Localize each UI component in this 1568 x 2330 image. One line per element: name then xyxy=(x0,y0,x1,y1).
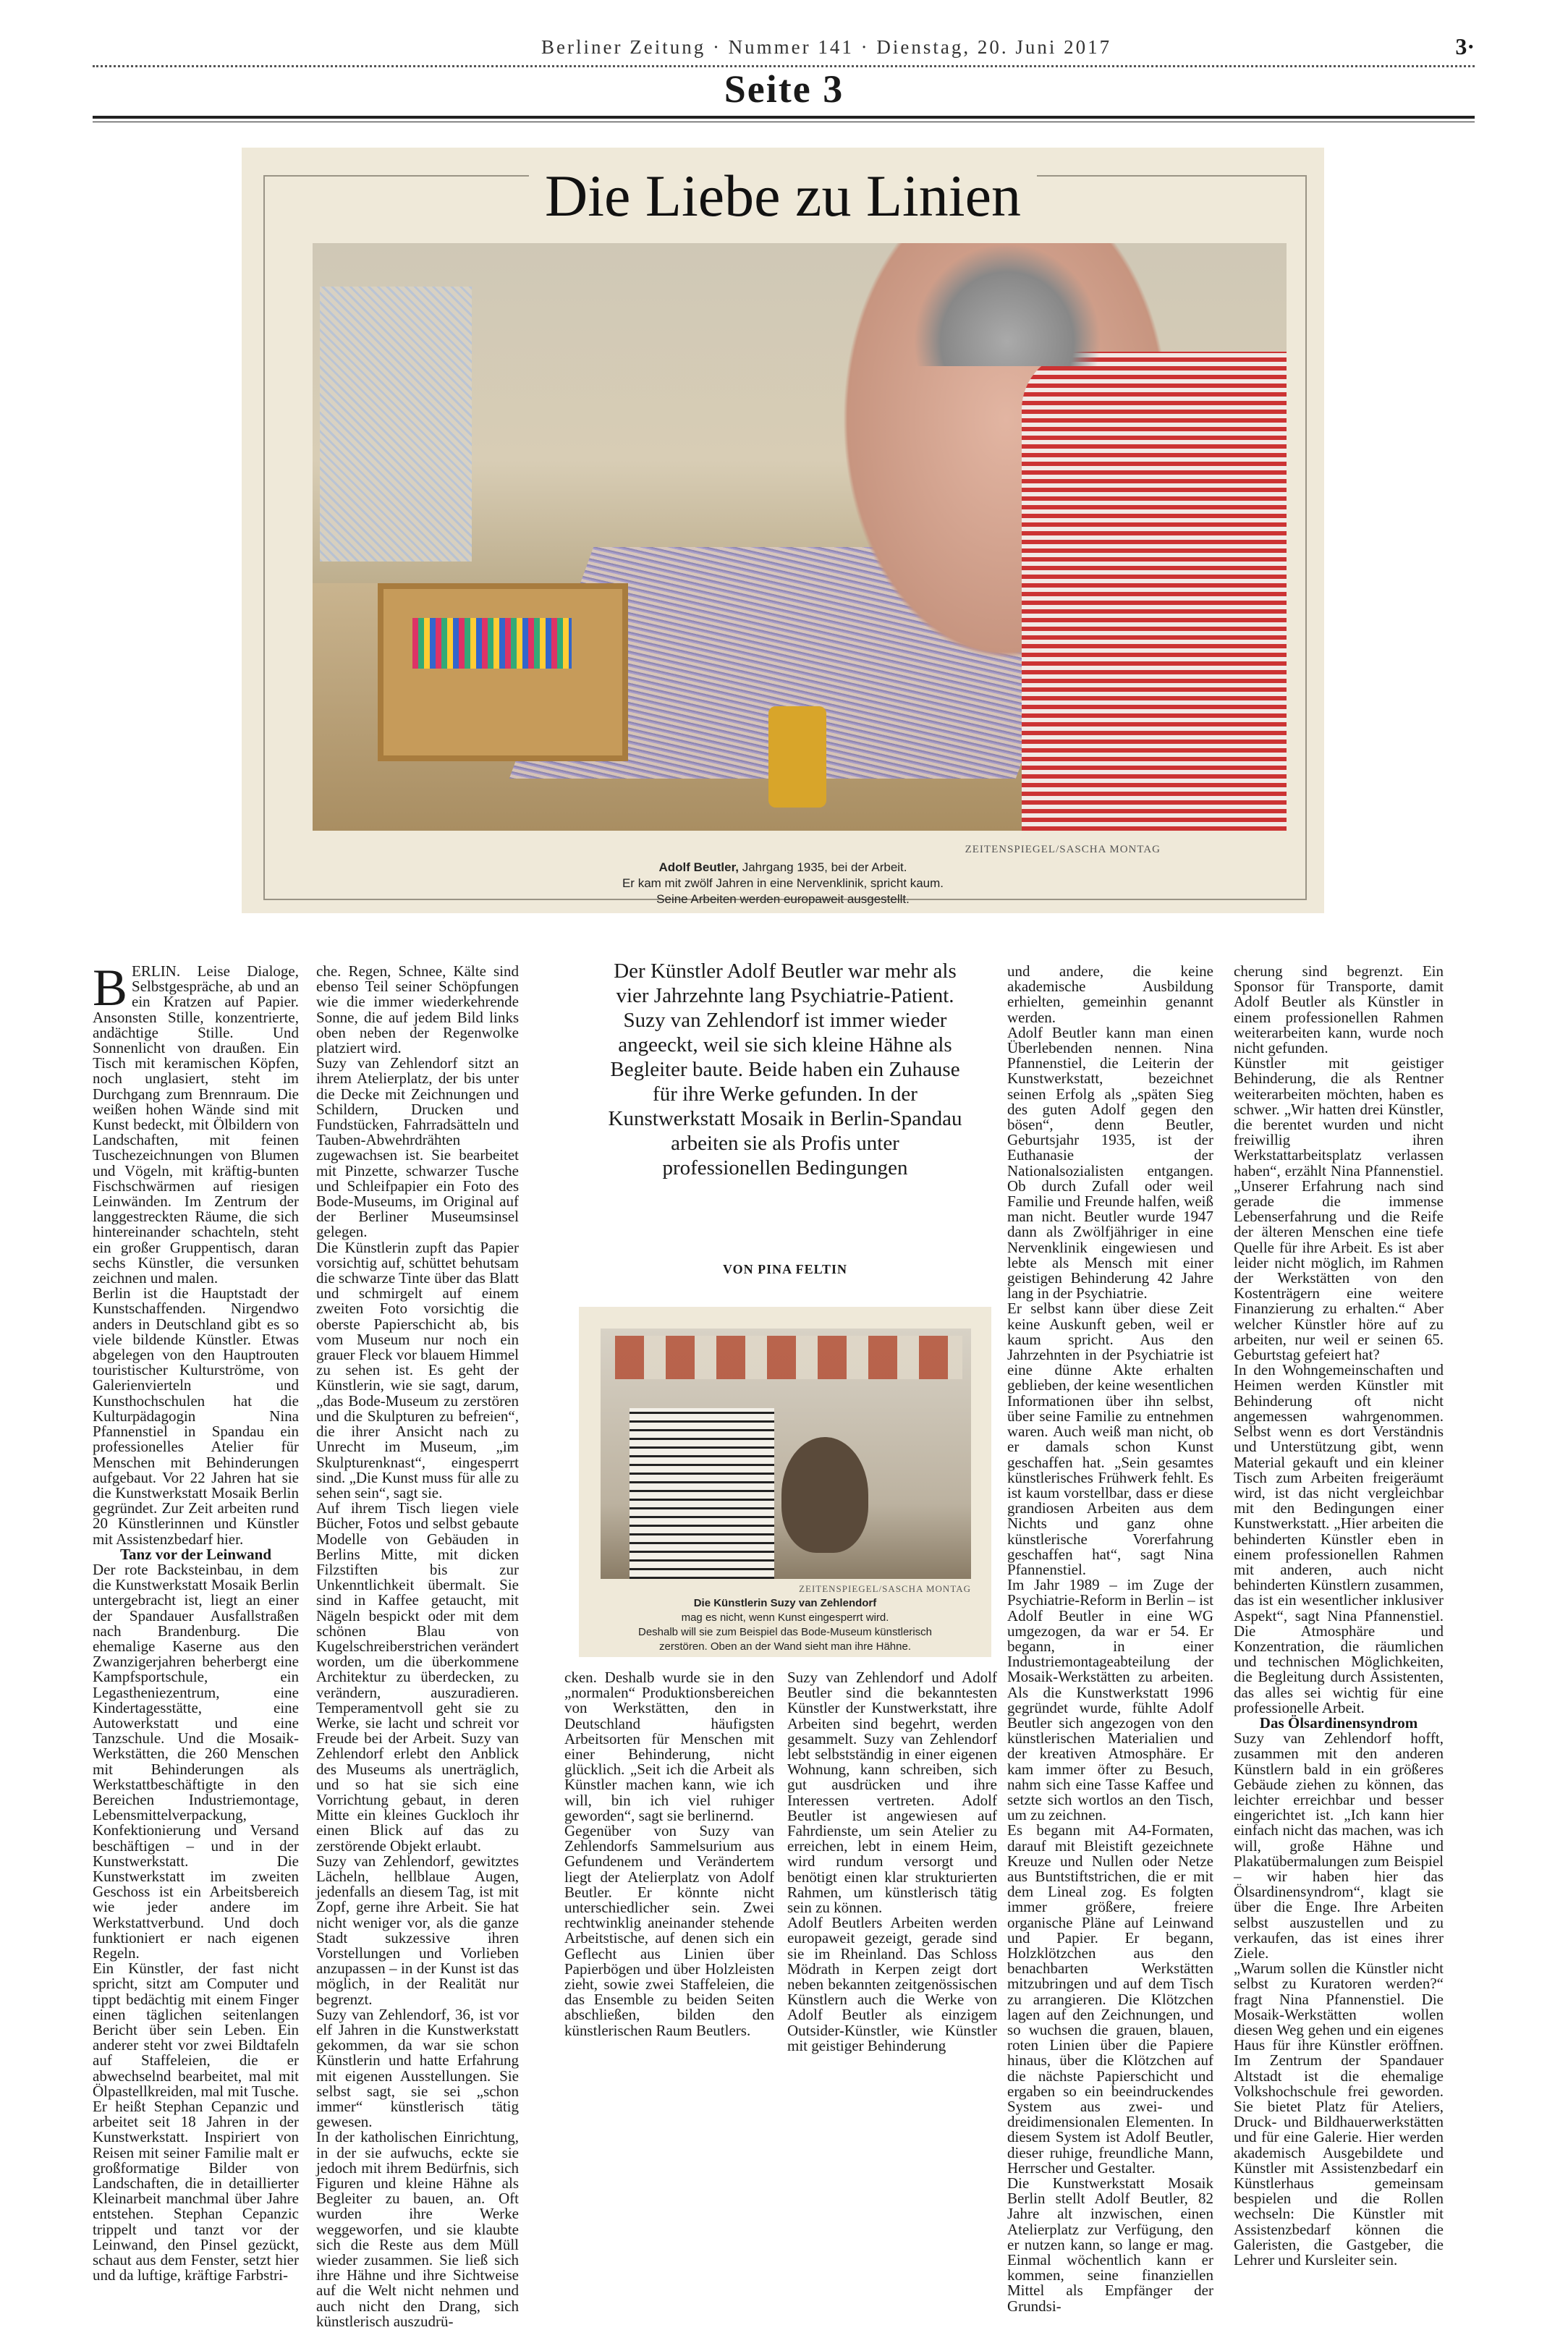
body-text: Suzy van Zehlendorf hofft, zusammen mit den anderen Künstlern bald in ein größeres Gebäude ziehen zu können, das leichter erreichbar und besser eingerichtet ist. „Ich kann hier einfach nicht das machen, was ich will, große Hähne und Plakatübermalungen zum Beispiel – wir haben hier das Ölsardinensyndrom“, klagt sie über die Enge. Ihre Arbeiten selbst auszustellen und zu verkaufen, das ist eines ihrer Ziele. „Warum sollen die Künstler nicht selbst zu Kuratoren werden?“ fragt Nina Pfannenstiel. Die Mosaik-Werkstätten wollen diesen Weg gehen und ein eigenes Haus für ihre Künstler eröffnen. Im Zentrum der Spandauer Altstadt ist die ehemalige Volkshochschule frei geworden. Sie bietet Platz für Ateliers, Druck- und Bildhauerwerkstätten und für eine Galerie. Hier werden akademisch Ausgebildete und Künstler mit Assistenzbedarf ein Künstlerhaus gemeinsam bespielen und die Rollen wechseln: Die Künstler mit Assistenzbedarf können die Galeristen, die Gastgeber, die Lehrer und Kursleiter sein. xyxy=(1234,1729,1444,2269)
section-title: Seite 3 xyxy=(724,67,844,111)
photo-shirt xyxy=(1022,352,1287,831)
caption-line: Deshalb will sie zum Beispiel das Bode-Museum künstlerisch xyxy=(637,1626,932,1638)
page-number: 3· xyxy=(1455,33,1475,59)
photo-rooster-pictures xyxy=(615,1336,962,1379)
caption-name: Die Künstlerin Suzy van Zehlendorf xyxy=(693,1597,877,1609)
column-5: und andere, die keine akademische Ausbildung erhielten, gemeinhin genannt werden. Adolf Beutler kann man einen Überlebenden nennen. Nina Pfannenstiel, die Leiterin der Kunstwerkstatt, bezeichnet seinen Erfolg als „späten Sieg des guten Adolf gegen den bösen“, denn Beutler, Geburtsjahr 1935, ist der Euthanasie der Nationalsozialisten entgangen. Ob durch Zufall oder weil Familie und Freunde halfen, weiß man nicht. Beutler wurde 1947 dann als Zwölfjähriger in eine Nervenklinik eingewiesen und lebte als Mensch mit einer geistigen Behinderung 42 Jahre lang in der Psychiatrie. Er selbst kann über diese Zeit keine Auskunft geben, weil er kaum spricht. Aus den Jahrzehnten in der Psychiatrie ist eine dünne Akte erhalten geblieben, der keine wesentlichen Informationen über ihn selbst, über seine Familie zu entnehmen waren. Auch weiß man nicht, ob er damals schon Kunst geschaffen hat. „Sein gesamtes künstlerisches Frühwerk fehlt. Es ist kaum vorstellbar, dass er diese grandiosen Arbeiten aus dem Nichts und ganz ohne künstlerische Vorerfahrung geschaffen hat“, sagt Nina Pfannenstiel. Im Jahr 1989 – im Zuge der Psychiatrie-Reform in Berlin – ist Adolf Beutler in eine WG umgezogen, da war er 54. Er begann, in einer Industriemontageabteilung der Mosaik-Werkstätten zu arbeiten. Als die Kunstwerkstatt 1996 gegründet wurde, fühlte Adolf Beutler sich angezogen von den künstlerischen Materialien und der kreativen Atmosphäre. Er kam immer öfter zu Besuch, nahm sich eine Tasse Kaffee und setzte sich wortlos an den Tisch, um zu zeichnen. Es begann mit A4-Formaten, darauf mit Bleistift gezeichnete Kreuze und Nullen oder Netze aus Buntstiftstrichen, die er mit dem Lineal zog. Es folgten immer größere, freiere organische Pläne auf Leinwand und Papier. Er begann, Holzklötzchen aus den benachbarten Werkstätten mitzubringen und auf dem Tisch zu arrangieren. Die Klötzchen lagen auf den Zeichnungen, und so wuchsen die grauen, blauen, roten Linien über die Papiere hinaus, über die Klötzchen auf die nächste Papierschicht und ergaben so ein beeindruckendes System aus zwei- und dreidimensionalen Elementen. In diesem System ist Adolf Beutler, dieser ruhige, freundliche Mann, Herrscher und Gestalter. Die Kunstwerkstatt Mosaik Berlin stellt Adolf Beutler, 82 Jahre alt inzwischen, einen Atelierplatz zur Verfügung, den er nutzen kann, so lange er mag. Einmal wöchentlich kann er kommen, seine finanziellen Mittel als Empfänger der Grundsi- xyxy=(1007,962,1213,2315)
column-3: cken. Deshalb wurde sie in den „normalen“ Produktionsbereichen von Werkstätten, den in Deutschland häufigsten Arbeitsorten für Menschen mit einer Behinderung, nicht glücklich. „Seit ich die Arbeit als Künstler machen kann, wie ich will, bin ich viel ruhiger geworden“, sagt sie berlinernd. Gegenüber von Suzy van Zehlendorfs Sammelsurium aus Gefundenem und Verändertem liegt der Atelierplatz von Adolf Beutler. Er könnte nicht unterschiedlicher sein. Zwei rechtwinklig aneinander stehende Arbeitstische, auf denen sich ein Geflecht aus Linien über Papierbögen und über Holzleisten zieht, sowie zwei Staffeleien, die das Ensemble zu beiden Seiten abschließen, bilden den künstlerischen Raum Beutlers. xyxy=(564,1669,774,2039)
photo-pencil-box xyxy=(378,583,628,761)
caption-line: Seine Arbeiten werden europaweit ausgestellt. xyxy=(656,892,910,906)
photo-caption xyxy=(242,860,1324,907)
headline xyxy=(242,162,1324,230)
photo-museum-drawing xyxy=(630,1408,774,1579)
photo-jar xyxy=(768,706,826,808)
column-2: che. Regen, Schnee, Kälte sind ebenso Teil seiner Schöpfungen wie die immer wiederkehrende Sonne, die auf jedem Bild links oben neben der Regenwolke platziert wird. Suzy van Zehlendorf sitzt an ihrem Atelierplatz, der bis unter die Decke mit Zeichnungen und Schildern, Drucken und Fundstücken, Fahrradsätteln und Tauben-Abwehrdrähten zugewachsen ist. Sie bearbeitet mit Pinzette, schwarzer Tusche und Schleifpapier ein Foto des Bode-Museums, im Original auf der Berliner Museumsinsel gelegen. Die Künstlerin zupft das Papier vorsichtig auf, schüttet behutsam die schwarze Tinte über das Blatt und schmirgelt auf einem zweiten Foto vorsichtig die oberste Papierschicht ab, bis vom Museum nur noch ein grauer Fleck vor blauem Himmel zu sehen ist. Es geht der Künstlerin, wie sie sagt, darum, „das Bode-Museum zu zerstören und die Skulpturen zu befreien“, die ihrer Ansicht nach zu Unrecht im Museum, „im Skulpturenknast“, eingesperrt sind. „Die Kunst muss für alle zu sehen sein“, sagt sie. Auf ihrem Tisch liegen viele Bücher, Fotos und selbst gebaute Modelle von Gebäuden in Berlins Mitte, mit dicken Filzstiften bis zur Unkenntlichkeit übermalt. Sie sind in Kaffee getaucht, mit Nägeln bespickt oder mit dem schönen Blau von Kugelschreiberstrichen verändert worden, um die überkommene Architektur zu überdecken, zu verändern, auszuradieren. Temperamentvoll geht sie zu Werke, sie lacht und schreit vor Freude bei der Arbeit. Suzy van Zehlendorf erlebt den Anblick des Museums als unerträglich, und so hat sie sich eine Vorrichtung gebaut, in deren Mitte ein kleines Guckloch ihr einen Blick auf das zu zerstörende Objekt erlaubt. Suzy van Zehlendorf, gewitztes Lächeln, hellblaue Augen, jedenfalls an diesem Tag, ist mit Zopf, gerne ihre Arbeit. Sie hat nicht weniger vor, als die ganze Stadt sukzessive ihren Vorstellungen und Vorlieben anzupassen – in der Kunst ist das möglich, in der Realität nur begrenzt. Suzy van Zehlendorf, 36, ist vor elf Jahren in die Kunstwerkstatt gekommen, da war sie schon Künstlerin und hatte Erfahrung mit eigenen Ausstellungen. Sie selbst sagt, sie sei „schon immer“ künstlerisch tätig gewesen. In der katholischen Einrichtung, in der sie aufwuchs, eckte sie jedoch mit ihrem Bedürfnis, sich Figuren und kleine Hähne als Begleiter zu bauen, an. Oft wurden ihre Werke weggeworfen, und sie klaubte sich die Reste aus dem Müll wieder zusammen. Sie ließ sich ihre Hähne und ihre Sichtweise auf die Welt nicht nehmen und auch nicht den Drang, sich künstlerisch auszudrü- xyxy=(316,962,519,2330)
photo-hair xyxy=(913,243,1101,366)
main-photo xyxy=(313,243,1287,831)
column-4: Suzy van Zehlendorf und Adolf Beutler sind die bekanntesten Künstler der Kunstwerkstatt, ihre Arbeiten sind begehrt, werden gesammelt. Suzy van Zehlendorf lebt selbstständig in einer eigenen Wohnung, kann schreiben, sich gut ausdrücken und ihre Interessen vertreten. Adolf Beutler ist angewiesen auf Fahrdienste, um sein Atelier zu erreichen, lebt in einem Heim, wird rundum versorgt und benötigt einen klar strukturierten Rahmen, um künstlerisch tätig sein zu können. Adolf Beutlers Arbeiten werden europaweit gezeigt, gerade sind sie im Rheinland. Das Schloss Mödrath in Kerpen zeigt dort neben bekannten zeitgenössischen Künstlern auch die Werke von Adolf Beutler als einzigem Outsider-Künstler, wie Künstler mit geistiger Behinderung xyxy=(787,1669,997,2054)
photo-box-2 xyxy=(579,1307,991,1657)
caption-line: Er kam mit zwölf Jahren in eine Nervenklinik, spricht kaum. xyxy=(622,876,944,890)
headline-text: Die Liebe zu Linien xyxy=(529,163,1037,229)
column-6 xyxy=(1234,964,1444,2268)
photo-artist xyxy=(781,1437,868,1553)
feature-box xyxy=(242,148,1324,913)
body-text: cherung sind begrenzt. Ein Sponsor für Transporte, damit Adolf Beutler als Künstler in einem professionellen Rahmen weiterarbeiten kann, wurde noch nicht gefunden. Künstler mit geistiger Behinderung, die als Rentner weiterarbeiten möchten, haben es schwer. „Wir hatten drei Künstler, die berentet wurden und nicht freiwillig ihren Werkstattarbeitsplatz verlassen haben“, erzählt Nina Pfannenstiel. „Unserer Erfahrung nach sind gerade die immense Lebenserfahrung und die Reife der älteren Menschen eine tiefe Quelle für ihre Arbeit. Es ist aber leider nicht möglich, im Rahmen der Werkstätten von den Kostenträgern eine weitere Finanzierung zu erhalten.“ Aber welcher Künstler höre auf zu arbeiten, nur weil er seinen 65. Geburtstag gefeiert hat? In den Wohngemeinschaften und Heimen werden Künstler mit Behinderung oft nicht angemessen wahrgenommen. Selbst wenn es dort Verständnis und Unterstützung gibt, wenn Material gekauft und ein kleiner Tisch zum Arbeiten freigeräumt wird, ist das nicht vergleichbar mit den Bedingungen einer Kunstwerkstatt. „Hier arbeiten die behinderten Künstler eben in einem professionellen Rahmen mit anderen, auch nicht behinderten Künstlern zusammen, das ist ein wesentlicher inklusiver Aspekt“, sagt Nina Pfannenstiel. Die Atmosphäre und Konzentration, die räumlichen und technischen Möglichkeiten, die Begleitung durch Assistenten, das alles sei wichtig für eine professionelle Arbeit. xyxy=(1234,962,1444,1716)
photo-caption xyxy=(579,1596,991,1654)
caption-line: Jahrgang 1935, bei der Arbeit. xyxy=(739,860,907,874)
drop-cap: B xyxy=(93,959,128,1017)
divider xyxy=(93,116,1475,119)
issue-info: Berliner Zeitung · Nummer 141 · Dienstag, 20. Juni 2017 xyxy=(541,36,1112,58)
intro-text: Der Künstler Adolf Beutler war mehr als vier Jahrzehnte lang Psychiatrie-Patient. Suzy van Zehlendorf ist immer wieder angeeckt, weil sie sich kleine Hähne als Begleiter baute. Beide haben ein Zuhause für ihre Werke gefunden. In der Kunstwerkstatt Mosaik in Berlin-Spandau arbeiten sie als Profis unter professionellen Bedingungen xyxy=(608,959,962,1179)
photo-drawing xyxy=(320,287,472,562)
byline: VON PINA FELTIN xyxy=(722,1262,847,1276)
subheading: Tanz vor der Leinwand xyxy=(119,1545,272,1563)
photo-credit: ZEITENSPIEGEL/SASCHA MONTAG xyxy=(799,1583,971,1594)
column-1 xyxy=(93,959,299,2284)
caption-name: Adolf Beutler, xyxy=(658,860,739,874)
subheading: Das Ölsardinensyndrom xyxy=(1259,1713,1418,1732)
photo-credit: ZEITENSPIEGEL/SASCHA MONTAG xyxy=(965,844,1161,855)
masthead xyxy=(93,33,1475,67)
caption-line: zerstören. Oben an der Wand sieht man ihre Hähne. xyxy=(659,1640,911,1653)
secondary-photo xyxy=(601,1329,971,1579)
body-text: Der rote Backsteinbau, in dem die Kunstwerkstatt Mosaik Berlin untergebracht ist, liegt an einer der Spandauer Ausfallstraßen nach Brandenburg. Die ehemalige Kaserne aus den Zwanzigerjahren beherbergt eine Kampfsportschule, ein Legastheniezentrum, eine Kindertagesstätte, eine Autowerkstatt und eine Tanzschule. Und die Mosaik-Werkstätten, die 260 Menschen mit Behinderungen als Werkstattbeschäftigte in den Bereichen Industriemontage, Lebensmittelverpackung, Konfektionierung und Versand beschäftigen – und in der Kunstwerkstatt. Die Kunstwerkstatt im zweiten Geschoss ist ein Arbeitsbereich wie jeder andere im Werkstattverbund. Und doch funktioniert er nach eigenen Regeln. Ein Künstler, der fast nicht spricht, sitzt am Computer und tippt bedächtig mit einem Finger einen täglichen seitenlangen Bericht über sein Leben. Ein anderer steht vor zwei Bildtafeln auf Staffeleien, die er abwechselnd bearbeitet, mal mit Ölpastellkreiden, mal mit Tusche. Er heißt Stephan Cepanzic und arbeitet seit 18 Jahren in der Kunstwerkstatt. Inspiriert von Reisen mit seiner Familie malt er großformatige Bilder von Landschaften, die in detaillierter Kleinarbeit manchmal über Jahre entstehen. Stephan Cepanzic trippelt und tanzt vor der Leinwand, den Pinsel gezückt, schaut aus dem Fenster, setzt hier und da luftige, kräftige Farbstri- xyxy=(93,1560,299,2284)
body-text: ERLIN. Leise Dialoge, Selbstgespräche, ab und an ein Kratzen auf Papier. Ansonsten Stille, konzentrierte, andächtige Stille. Und Sonnenlicht von draußen. Ein Tisch mit keramischen Köpfen, noch unglasiert, steht im Durchgang zum Brennraum. Die weißen hohen Wände sind mit Kunst bedeckt, mit Ölbildern von Landschaften, mit feinen Tuschezeichnungen von Blumen und Vögeln, mit kräftig-bunten Fischschwärmen auf riesigen Leinwänden. Im Zentrum der langgestreckten Räume, die sich hintereinander schachteln, steht ein großer Gruppentisch, daran sechs Künstler, die versunken zeichnen und malen. Berlin ist die Hauptstadt der Kunstschaffenden. Nirgendwo anders in Deutschland gibt es so viele bildende Künstler. Etwas abgelegen von den Hauptrouten touristischer Kulturströme, von Galerienvierteln und Kunsthochschulen hat die Kulturpädagogin Nina Pfannenstiel in Spandau ein professionelles Atelier für Menschen mit Behinderungen aufgebaut. Vor 22 Jahren hat sie die Kunstwerkstatt Mosaik Berlin gegründet. Zur Zeit arbeiten rund 20 Künstlerinnen und Künstler mit Assistenzbedarf hier. xyxy=(93,962,299,1548)
caption-line: mag es nicht, wenn Kunst eingesperrt wird. xyxy=(681,1611,889,1624)
